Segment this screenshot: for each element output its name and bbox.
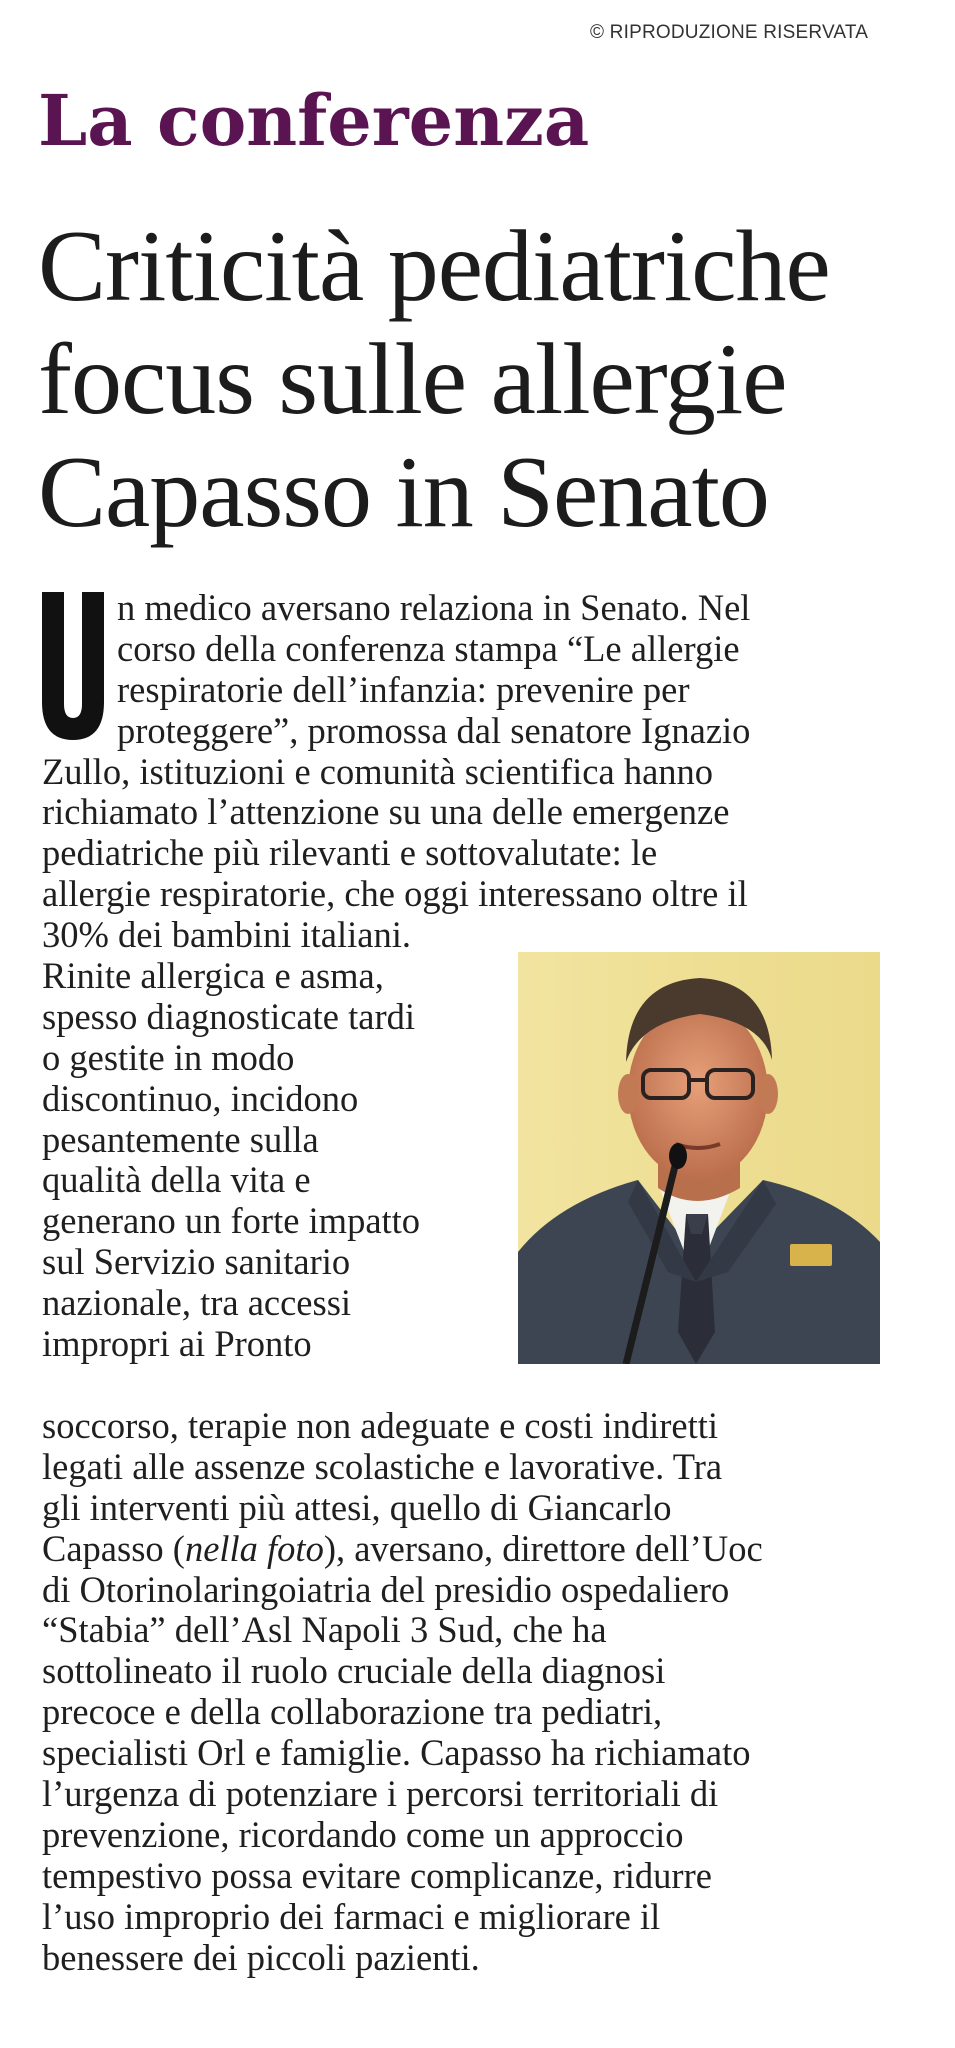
portrait-photo <box>518 952 880 1364</box>
article-side-column <box>42 956 512 1365</box>
text-line: 30% dei bambini italiani. <box>42 914 411 956</box>
text-line: l’urgenza di potenziare i percorsi territoriali di <box>42 1773 719 1815</box>
text-line-photo-ref <box>42 1529 872 1570</box>
text-line: Rinite allergica e asma, <box>42 955 384 996</box>
text-line: benessere dei piccoli pazienti. <box>42 1936 480 1978</box>
text-line: proteggere”, promossa dal senatore Ignazio <box>117 709 751 751</box>
text-line: “Stabia” dell’Asl Napoli 3 Sud, che ha <box>42 1609 607 1651</box>
text-fragment: Capasso ( <box>42 1527 185 1569</box>
headline-line: Capasso in Senato <box>38 436 769 549</box>
text-line: allergie respiratorie, che oggi interessano oltre il <box>42 873 748 915</box>
text-line: qualità della vita e <box>42 1159 311 1201</box>
text-line: sottolineato il ruolo cruciale della diagnosi <box>42 1650 666 1692</box>
text-line: nazionale, tra accessi <box>42 1282 352 1324</box>
text-line: impropri ai Pronto <box>42 1323 312 1365</box>
text-line: respiratorie dell’infanzia: prevenire per <box>117 668 690 710</box>
text-line: gli interventi più attesi, quello di Giancarlo <box>42 1486 672 1528</box>
article-headline <box>38 210 938 549</box>
text-line: soccorso, terapie non adeguate e costi indiretti <box>42 1405 719 1446</box>
text-line: prevenzione, ricordando come un approccio <box>42 1813 684 1855</box>
text-line: specialisti Orl e famiglie. Capasso ha richiamato <box>42 1732 751 1774</box>
text-line: precoce e della collaborazione tra pediatri, <box>42 1691 663 1733</box>
text-line: di Otorinolaringoiatria del presidio ospedaliero <box>42 1568 730 1610</box>
headline-line: Criticità pediatriche <box>38 210 830 323</box>
text-line: corso della conferenza stampa “Le allergie <box>117 627 740 669</box>
text-line: pediatriche più rilevanti e sottovalutate: le <box>42 832 658 874</box>
text-line: sul Servizio sanitario <box>42 1241 351 1283</box>
text-line: legati alle assenze scolastiche e lavorative. Tra <box>42 1445 723 1487</box>
text-line: richiamato l’attenzione su una delle emergenze <box>42 791 730 833</box>
text-line: n medico aversano relaziona in Senato. Nel <box>117 587 751 628</box>
article-continuation <box>42 1406 872 1978</box>
section-kicker: La conferenza <box>38 79 590 162</box>
text-line: l’uso improprio dei farmaci e migliorare il <box>42 1895 661 1937</box>
text-fragment: ), aversano, direttore dell’Uoc <box>323 1527 763 1569</box>
text-line: discontinuo, incidono <box>42 1077 359 1119</box>
text-line: Zullo, istituzioni e comunità scientifica hanno <box>42 750 714 792</box>
text-line: spesso diagnosticate tardi <box>42 995 416 1037</box>
headline-line: focus sulle allergie <box>38 323 787 436</box>
text-line: tempestivo possa evitare complicanze, ridurre <box>42 1854 712 1896</box>
text-line: o gestite in modo <box>42 1036 295 1078</box>
photo-reference: nella foto <box>184 1527 324 1569</box>
text-line: generano un forte impatto <box>42 1200 421 1242</box>
text-line: pesantemente sulla <box>42 1118 319 1160</box>
copyright-notice: © RIPRODUZIONE RISERVATA <box>590 22 869 43</box>
article-intro <box>42 588 872 956</box>
